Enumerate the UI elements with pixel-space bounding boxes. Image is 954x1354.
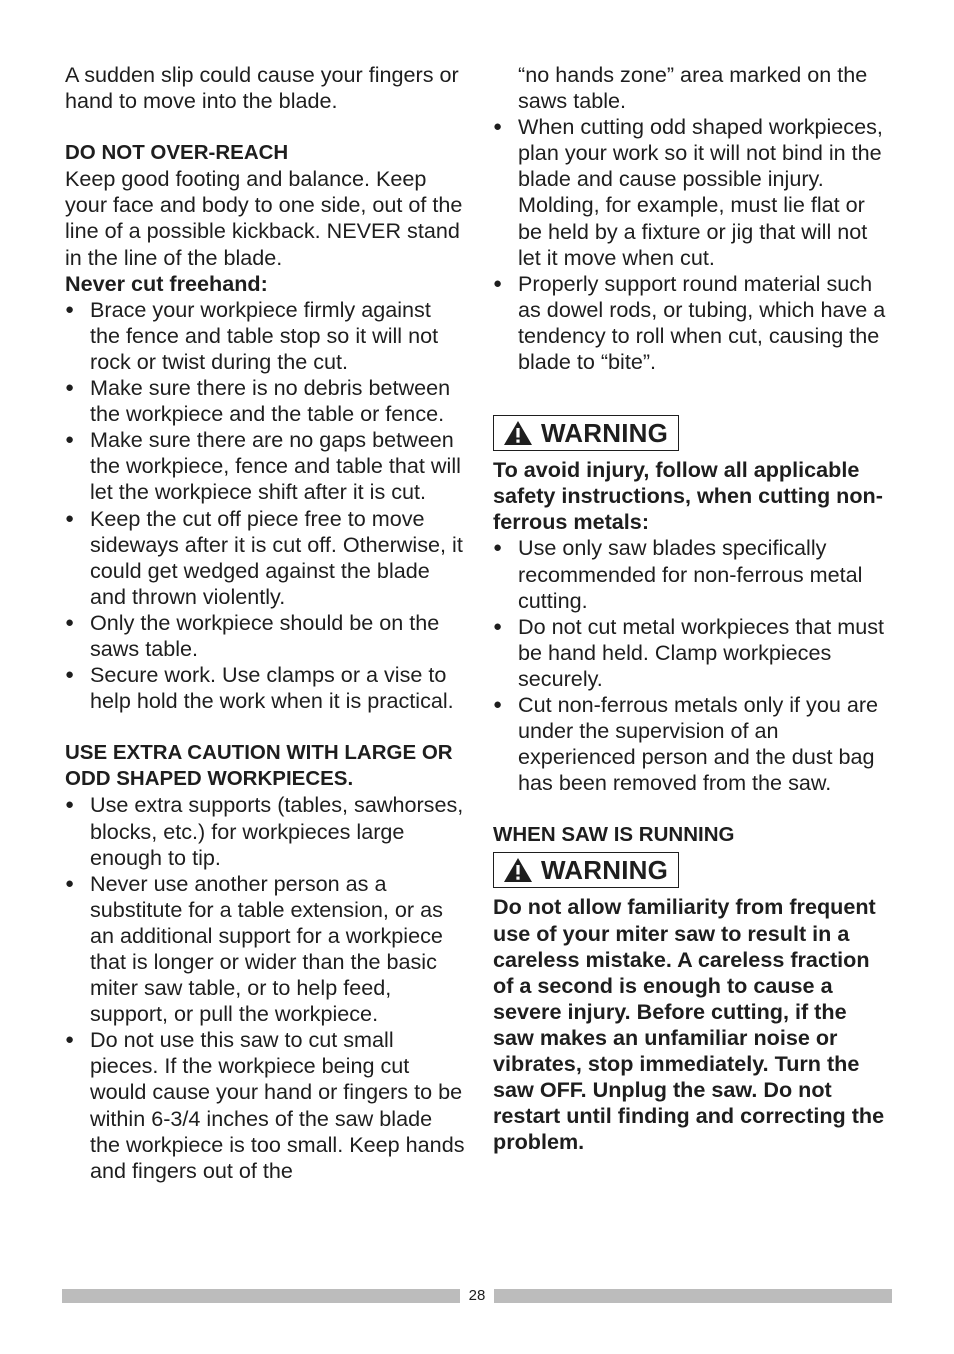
list-item: ● Brace your workpiece firmly against the fence and table stop so it will not rock or twist during the cut. xyxy=(65,297,465,375)
caution-heading: USE EXTRA CAUTION WITH LARGE OR ODD SHAPED WORKPIECES. xyxy=(65,741,453,791)
warning-intro: To avoid injury, follow all applicable safety instructions, when cutting non-ferrous metals: xyxy=(493,457,883,535)
page-number: 28 xyxy=(468,1287,486,1304)
overreach-heading: DO NOT OVER-REACH xyxy=(65,141,289,165)
warning-box-running xyxy=(493,852,679,888)
freehand-heading: Never cut freehand: xyxy=(65,270,268,296)
list-item: ● Make sure there are no gaps between the workpiece, fence and table that will let the workpiece shift after it is cut. xyxy=(65,427,465,505)
list-item: ● When cutting odd shaped workpieces, plan your work so it will not bind in the blade and cause possible injury. Molding, for example, must lie flat or be held by a fixture or jig that will not let it move when cut. xyxy=(493,114,893,271)
list-item: ● Keep the cut off piece free to move sideways after it is cut off. Otherwise, it could get wedged against the blade and thrown violently. xyxy=(65,506,465,610)
warning-triangle-icon xyxy=(503,420,533,446)
list-item: ● Properly support round material such as dowel rods, or tubing, which have a tendency to roll when cut, causing the blade to “bite”. xyxy=(493,271,893,375)
list-item: ● Cut non-ferrous metals only if you are under the supervision of an experienced person and the dust bag has been removed from the saw. xyxy=(493,692,893,796)
continued-text: “no hands zone” area marked on the saws table. xyxy=(518,62,868,114)
footer-bar-left xyxy=(62,1289,460,1303)
right-column xyxy=(493,62,893,1155)
list-item: ● Secure work. Use clamps or a vise to help hold the work when it is practical. xyxy=(65,662,465,714)
warning-triangle-icon xyxy=(503,857,533,883)
running-heading: WHEN SAW IS RUNNING xyxy=(493,823,735,847)
nonferrous-list xyxy=(493,535,893,796)
warning-label: WARNING xyxy=(541,855,669,886)
list-item: ● Only the workpiece should be on the saws table. xyxy=(65,610,465,662)
freehand-list xyxy=(65,297,465,715)
list-item: ● Do not cut metal workpieces that must be hand held. Clamp workpieces securely. xyxy=(493,614,893,692)
warning-label: WARNING xyxy=(541,418,669,449)
list-item: ● Do not use this saw to cut small pieces. If the workpiece being cut would cause your hand or fingers to be within 6-3/4 inches of the saw blade the workpiece is too small. Keep hands and fingers out of the xyxy=(65,1027,465,1184)
running-warning-text: Do not allow familiarity from frequent use of your miter saw to result in a careless mistake. A careless fraction of a second is enough to cause a severe injury. Before cutting, if the saw makes an unfamiliar noise or vibrates, stop immediately. Turn the saw OFF. Unplug the saw. Do not restart until finding and correcting the problem. xyxy=(493,894,885,1155)
caution-list xyxy=(65,792,465,1183)
list-item: ● Make sure there is no debris between the workpiece and the table or fence. xyxy=(65,375,465,427)
list-item: ● Use only saw blades specifically recommended for non-ferrous metal cutting. xyxy=(493,535,893,613)
page-footer xyxy=(62,1289,892,1303)
overreach-paragraph: Keep good footing and balance. Keep your face and body to one side, out of the line of a possible kickback. NEVER stand in the line of the blade. xyxy=(65,166,463,270)
list-item: ● Use extra supports (tables, sawhorses, blocks, etc.) for workpieces large enough to tip. xyxy=(65,792,465,870)
warning-box-nonferrous xyxy=(493,415,679,451)
continued-list xyxy=(493,62,893,375)
left-column xyxy=(65,62,465,1184)
footer-bar-right xyxy=(494,1289,892,1303)
intro-paragraph: A sudden slip could cause your fingers or hand to move into the blade. xyxy=(65,62,459,114)
list-item: ● Never use another person as a substitute for a table extension, or as an additional support for a workpiece that is longer or wider than the basic miter saw table, or to help feed, support, or pull the workpiece. xyxy=(65,871,465,1028)
